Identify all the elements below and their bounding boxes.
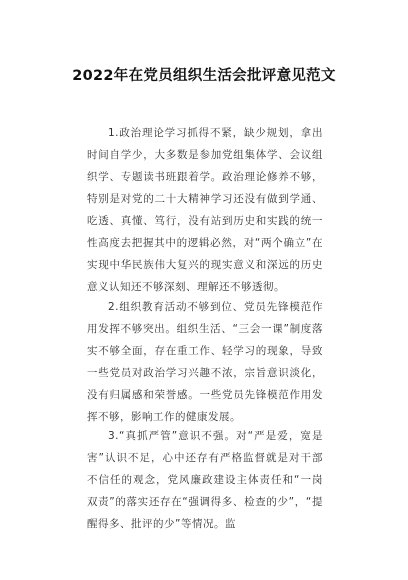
paragraph-1: 1.政治理论学习抓得不紧，缺少规划，拿出时间自学少，大多数是参加党组集体学、会议组织学、专题读书班跟着学。政治理论修养不够，特别是对党的二十大精神学习还没有做到学通、吃透、真懂、笃行，没有站到历史和实践的统一性高度去把握其中的逻辑必然，对“两个确立”在实现中华民族伟大复兴的现实意义和深远的历史意义认知还不够深刻、理解还不够透彻。 — [87, 127, 323, 293]
paragraph-3: 3.“真抓严管”意识不强。对“严是爱，宽是害”认识不足，心中还存有严格监督就是对干部不信任的观念，党风廉政建设主体责任和“一岗双责”的落实还存在“强调得多、检查的少”，“提醒得多、批评的少”等情况。监 — [87, 430, 323, 530]
document-title: 2022年在党员组织生活会批评意见范文 — [72, 68, 336, 84]
paragraph-2: 2.组织教育活动不够到位、党员先锋模范作用发挥不够突出。组织生活、“三会一课”制度落实不够全面，存在重工作、轻学习的现象，导致一些党员对政治学习兴趣不浓，宗旨意识淡化，没有归属感和荣誉感。一些党员先锋模范作用发挥不够，影响工作的健康发展。 — [87, 301, 323, 423]
